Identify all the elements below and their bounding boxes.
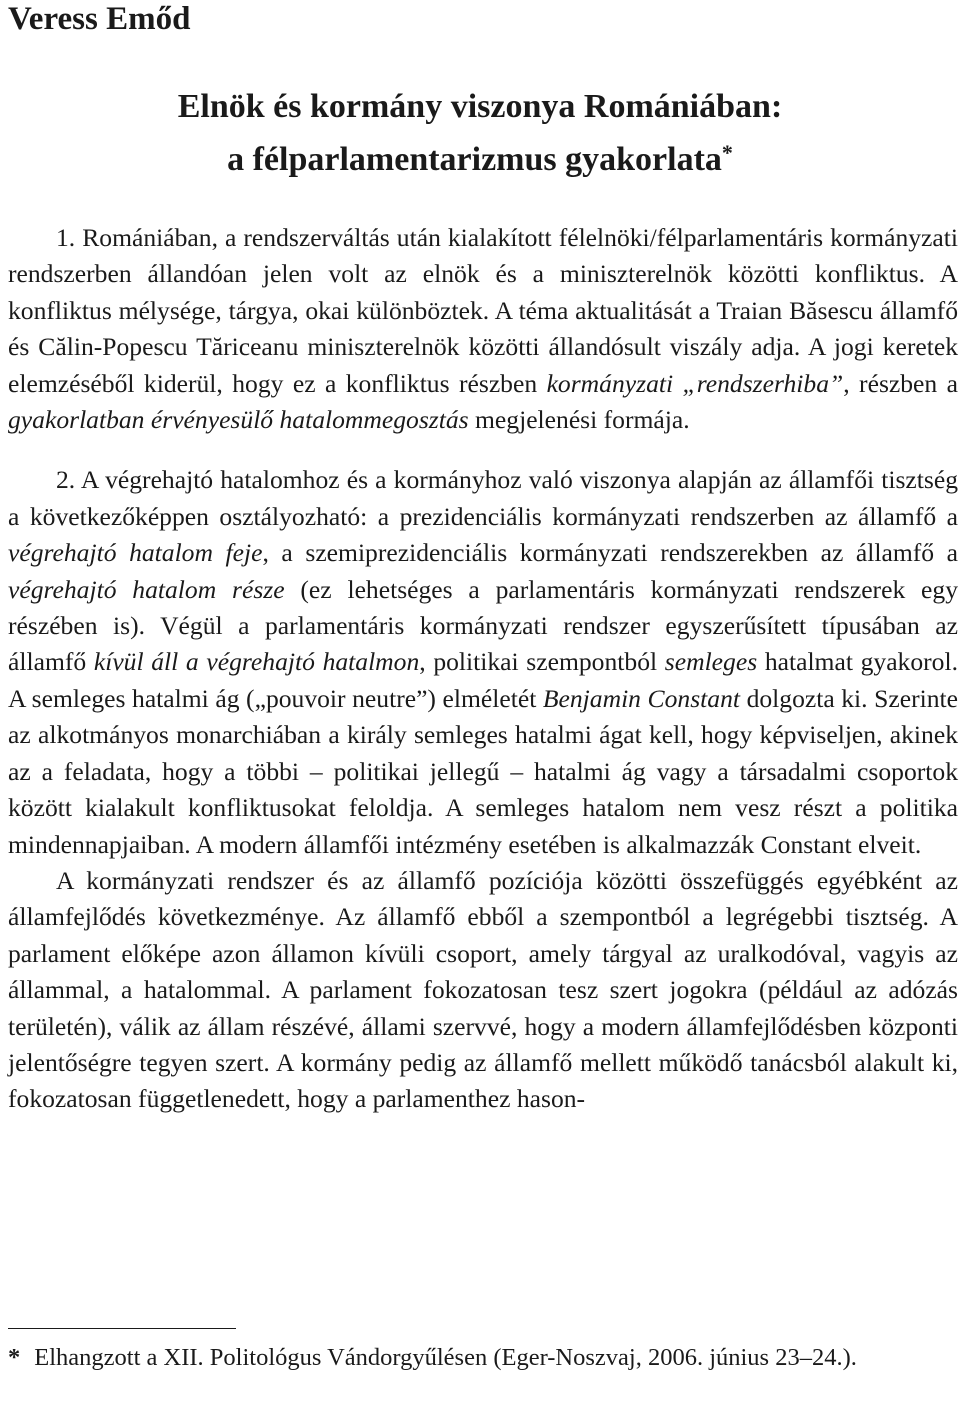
italic-run: kívül áll a végrehajtó hatalmon [93,647,420,677]
text-run: (ez lehetséges a parlamentáris kormányzati rendszerek egy részében is). Végül a parlamentáris kormányzati rendszer egyszerűsített típusában az államfő [8,574,958,677]
footnote-text: Elhangzott a XII. Politológus Vándorgyűlésen (Eger-Noszvaj, 2006. június 23–24.). [34,1344,857,1371]
text-run: 2. A végrehajtó hatalomhoz és a kormányhoz való viszonya alapján az államfői tisztség a következőképpen osztályozható: a prezidenciális kormányzati rendszerben az államfő a [8,465,958,531]
author-name: Veress Emőd [8,1,191,37]
title-line-2-text: a félparlamentarizmus gyakorlata [227,141,722,178]
text-run: hatalmat gyakorol. A semleges hatalmi ág („pouvoir neutre”) elméletét [8,647,958,713]
italic-run: semleges [664,647,758,677]
text-run: , a szemiprezidenciális kormányzati rendszerekben az államfő a [262,538,958,568]
article-title [0,84,960,183]
footnote-marker: * [721,140,733,165]
text-run: A kormányzati rendszer és az államfő pozíciója közötti összefüggés egyébként az államfejlődés következménye. Az államfő ebből a szempontból a legrégebbi tisztség. A parlament előképe azon államon kívüli csoport, amely tárgyal az uralkodóval, vagyis az állammal, a hatalommal. A parlament fokozatosan tesz szert jogokra (például az adózás területén), válik az állam részévé, állami szervvé, hogy a modern államfejlődésben központi jelentőségre tegyen szert. A kormány pedig az államfő mellett működő tanácsból alakult ki, fokozatosan függetlenedett, hogy a parlamenthez hason- [8,865,958,1114]
article-body [8,220,958,1118]
title-line-2 [0,130,960,183]
title-line-1: Elnök és kormány viszonya Romániában: [177,88,783,125]
italic-run: gyakorlatban érvényesülő hatalommegosztás [8,405,469,435]
paragraph [8,462,958,862]
footnote-marker-bottom: * [8,1344,21,1371]
italic-run: végrehajtó hatalom része [8,574,285,604]
text-run: , politikai szempontból [419,647,665,677]
text-run: , részben a [843,368,958,398]
text-run: 1. Romániában, a rendszerváltás után kialakított félelnöki/félparlamentáris kormányzati rendszerben állandóan jelen volt az elnök és a miniszterelnök közötti konfliktus. A konfliktus mélysége, tárgya, okai különböztek. A téma aktualitását a Traian Băsescu államfő és Călin-Popescu Tăriceanu miniszterelnök közötti állandósult viszály adja. A jogi keretek elemzéséből kiderül, hogy ez a konfliktus részben [8,223,958,398]
text-run: megjelenési formája. [468,405,690,435]
paragraph [8,863,958,1118]
footnote-divider [8,1328,236,1329]
paragraph [8,220,958,438]
footnote [8,1340,958,1376]
italic-run: kormányzati „rendszerhiba” [546,368,844,398]
text-run: dolgozta ki. Szerinte az alkotmányos monarchiában a király semleges hatalmi ágat kell, hogy képviseljen, akinek az a feladata, hogy a többi – politikai jellegű – hatalmi ág vagy a társadalmi csoportok között kialakult konfliktusokat feloldja. A semleges hatalom nem vesz részt a politika mindennapjaiban. A modern államfői intézmény esetében is alkalmazzák Constant elveit. [8,683,958,859]
italic-run: végrehajtó hatalom feje [8,538,263,568]
italic-run: Benjamin Constant [542,683,740,713]
